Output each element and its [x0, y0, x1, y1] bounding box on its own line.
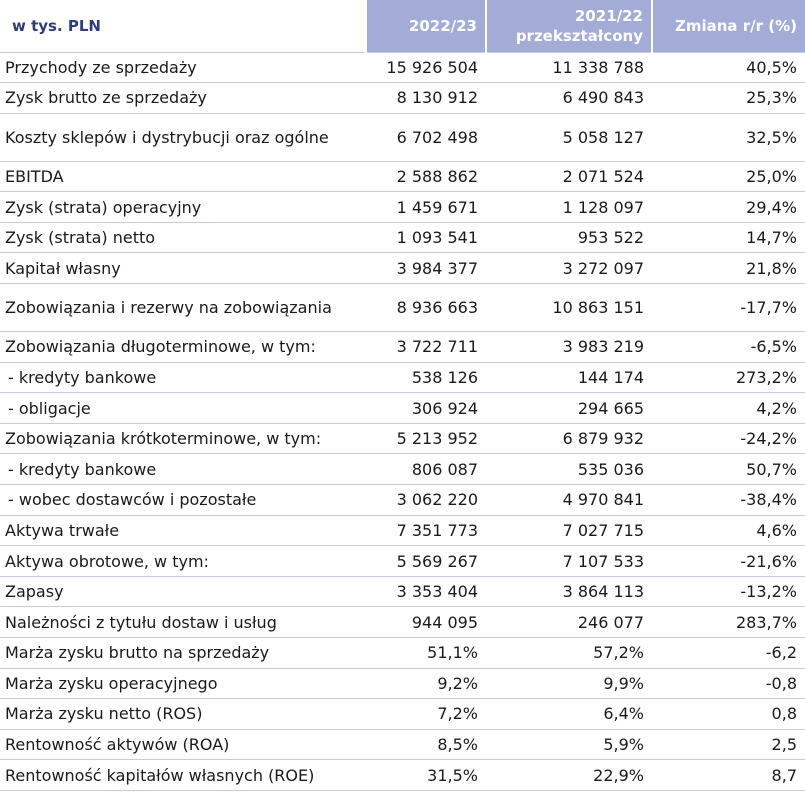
row-label: Zobowiązania krótkoterminowe, w tym: — [0, 423, 366, 454]
table-row — [0, 576, 805, 607]
value-2021-22: 953 522 — [486, 222, 652, 253]
value-2022-23: 9,2% — [366, 668, 486, 699]
row-label: Należności z tytułu dostaw i usług — [0, 607, 366, 638]
table-row — [0, 362, 805, 393]
value-2021-22: 9,9% — [486, 668, 652, 699]
table-row — [0, 423, 805, 454]
value-2021-22: 57,2% — [486, 638, 652, 669]
value-2022-23: 5 213 952 — [366, 423, 486, 454]
value-change: 273,2% — [652, 362, 805, 393]
value-change: -38,4% — [652, 485, 805, 516]
value-2021-22: 5 058 127 — [486, 113, 652, 161]
col-header-2021-22-note: przekształcony — [515, 26, 643, 45]
value-2021-22: 3 272 097 — [486, 253, 652, 284]
value-2022-23: 6 702 498 — [366, 113, 486, 161]
value-change: 4,2% — [652, 393, 805, 424]
col-header-2021-22 — [486, 0, 652, 52]
table-row — [0, 393, 805, 424]
value-change: -17,7% — [652, 284, 805, 332]
value-2021-22: 246 077 — [486, 607, 652, 638]
col-header-2021-22-year: 2021/22 — [574, 6, 643, 25]
row-label: EBITDA — [0, 161, 366, 192]
row-label: Marża zysku brutto na sprzedaży — [0, 638, 366, 669]
value-change: 14,7% — [652, 222, 805, 253]
row-label: Rentowność aktywów (ROA) — [0, 729, 366, 760]
table-row — [0, 699, 805, 730]
value-2022-23: 3 722 711 — [366, 332, 486, 363]
value-2022-23: 5 569 267 — [366, 546, 486, 577]
value-2022-23: 1 459 671 — [366, 192, 486, 223]
value-2021-22: 2 071 524 — [486, 161, 652, 192]
value-2022-23: 8,5% — [366, 729, 486, 760]
row-label: Przychody ze sprzedaży — [0, 52, 366, 83]
row-label: Kapitał własny — [0, 253, 366, 284]
value-2022-23: 538 126 — [366, 362, 486, 393]
value-2022-23: 3 353 404 — [366, 576, 486, 607]
value-2021-22: 144 174 — [486, 362, 652, 393]
value-change: 21,8% — [652, 253, 805, 284]
value-2022-23: 8 130 912 — [366, 83, 486, 114]
table-row — [0, 485, 805, 516]
value-change: 4,6% — [652, 515, 805, 546]
value-2021-22: 7 027 715 — [486, 515, 652, 546]
table-row — [0, 222, 805, 253]
value-change: -24,2% — [652, 423, 805, 454]
table-row — [0, 332, 805, 363]
value-2021-22: 3 864 113 — [486, 576, 652, 607]
col-header-2022-23: 2022/23 — [366, 0, 486, 52]
value-2021-22: 6,4% — [486, 699, 652, 730]
value-2022-23: 7,2% — [366, 699, 486, 730]
value-2022-23: 7 351 773 — [366, 515, 486, 546]
row-label: Zysk brutto ze sprzedaży — [0, 83, 366, 114]
value-change: 32,5% — [652, 113, 805, 161]
value-change: 0,8 — [652, 699, 805, 730]
table-row — [0, 515, 805, 546]
table-row — [0, 454, 805, 485]
row-label: - kredyty bankowe — [0, 454, 366, 485]
table-row — [0, 668, 805, 699]
table-row — [0, 638, 805, 669]
value-2022-23: 944 095 — [366, 607, 486, 638]
header-row — [0, 0, 805, 52]
table-row — [0, 52, 805, 83]
value-2021-22: 10 863 151 — [486, 284, 652, 332]
row-label: - kredyty bankowe — [0, 362, 366, 393]
row-label: Aktywa obrotowe, w tym: — [0, 546, 366, 577]
value-change: 25,3% — [652, 83, 805, 114]
table-row — [0, 729, 805, 760]
value-change: -13,2% — [652, 576, 805, 607]
value-2021-22: 5,9% — [486, 729, 652, 760]
value-2022-23: 51,1% — [366, 638, 486, 669]
table-row — [0, 253, 805, 284]
value-2022-23: 306 924 — [366, 393, 486, 424]
value-change: 8,7 — [652, 760, 805, 791]
table-row — [0, 113, 805, 161]
value-2022-23: 1 093 541 — [366, 222, 486, 253]
row-label: Rentowność kapitałów własnych (ROE) — [0, 760, 366, 791]
col-header-change: Zmiana r/r (%) — [652, 0, 805, 52]
row-label: Marża zysku operacyjnego — [0, 668, 366, 699]
value-change: 2,5 — [652, 729, 805, 760]
value-2022-23: 31,5% — [366, 760, 486, 791]
value-2022-23: 806 087 — [366, 454, 486, 485]
value-change: 50,7% — [652, 454, 805, 485]
table-row — [0, 192, 805, 223]
row-label: Zapasy — [0, 576, 366, 607]
row-label: - obligacje — [0, 393, 366, 424]
value-change: -0,8 — [652, 668, 805, 699]
value-2022-23: 8 936 663 — [366, 284, 486, 332]
value-change: 25,0% — [652, 161, 805, 192]
row-label: Zobowiązania i rezerwy na zobowiązania — [0, 284, 366, 332]
table-row — [0, 546, 805, 577]
value-2021-22: 535 036 — [486, 454, 652, 485]
value-2022-23: 15 926 504 — [366, 52, 486, 83]
value-2022-23: 2 588 862 — [366, 161, 486, 192]
value-change: 40,5% — [652, 52, 805, 83]
table-row — [0, 161, 805, 192]
table-row — [0, 284, 805, 332]
value-change: 29,4% — [652, 192, 805, 223]
value-2021-22: 1 128 097 — [486, 192, 652, 223]
value-change: -6,2 — [652, 638, 805, 669]
row-label: Aktywa trwałe — [0, 515, 366, 546]
table-row — [0, 83, 805, 114]
value-2022-23: 3 984 377 — [366, 253, 486, 284]
value-2021-22: 6 490 843 — [486, 83, 652, 114]
value-2022-23: 3 062 220 — [366, 485, 486, 516]
row-label: Marża zysku netto (ROS) — [0, 699, 366, 730]
row-label: Zysk (strata) operacyjny — [0, 192, 366, 223]
row-label: Koszty sklepów i dystrybucji oraz ogólne — [0, 113, 366, 161]
table-row — [0, 760, 805, 791]
value-change: -6,5% — [652, 332, 805, 363]
value-2021-22: 7 107 533 — [486, 546, 652, 577]
value-2021-22: 6 879 932 — [486, 423, 652, 454]
value-2021-22: 294 665 — [486, 393, 652, 424]
value-2021-22: 3 983 219 — [486, 332, 652, 363]
table-row — [0, 607, 805, 638]
value-change: 283,7% — [652, 607, 805, 638]
row-label: Zysk (strata) netto — [0, 222, 366, 253]
value-2021-22: 11 338 788 — [486, 52, 652, 83]
value-change: -21,6% — [652, 546, 805, 577]
row-label: - wobec dostawców i pozostałe — [0, 485, 366, 516]
unit-label: w tys. PLN — [0, 0, 366, 52]
value-2021-22: 22,9% — [486, 760, 652, 791]
row-label: Zobowiązania długoterminowe, w tym: — [0, 332, 366, 363]
value-2021-22: 4 970 841 — [486, 485, 652, 516]
